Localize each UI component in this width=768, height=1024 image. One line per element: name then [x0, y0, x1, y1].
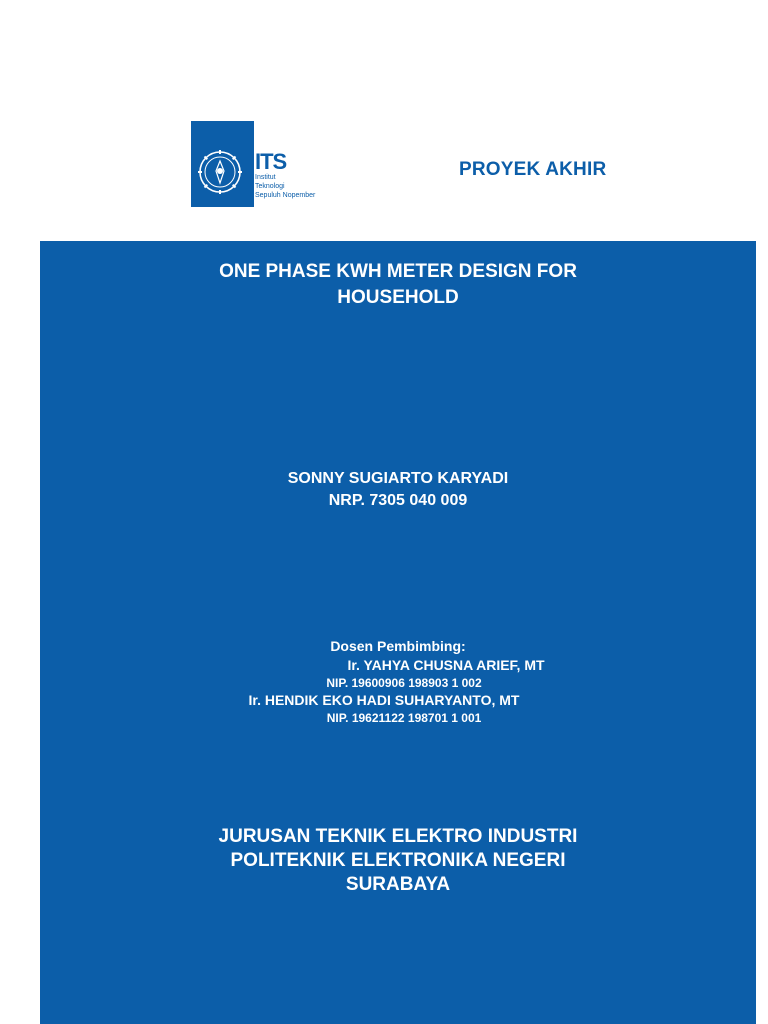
title-line: ONE PHASE KWH METER DESIGN FOR — [219, 261, 577, 282]
advisors-label: Dosen Pembimbing: — [330, 638, 466, 654]
title-line: HOUSEHOLD — [337, 287, 459, 308]
document-type: PROYEK AKHIR — [459, 159, 607, 180]
advisor1-nip: NIP. 19600906 198903 1 002 — [326, 676, 482, 690]
institution-line: POLITEKNIK ELEKTRONIKA NEGERI — [230, 850, 566, 871]
its-name-line: Sepuluh Nopember — [255, 192, 316, 199]
advisor2-nip: NIP. 19621122 198701 1 001 — [326, 711, 482, 725]
advisor2-name: Ir. HENDIK EKO HADI SUHARYANTO, MT — [248, 692, 520, 708]
cover-panel — [40, 241, 756, 1024]
its-acronym: ITS — [255, 149, 287, 174]
its-logo — [191, 121, 254, 207]
its-seal-icon — [197, 149, 243, 195]
advisor1-name: Ir. YAHYA CHUSNA ARIEF, MT — [347, 657, 545, 673]
author-name: SONNY SUGIARTO KARYADI — [287, 470, 509, 487]
institution-line: JURUSAN TEKNIK ELEKTRO INDUSTRI — [218, 826, 578, 847]
its-name-line: Teknologi — [255, 183, 285, 190]
its-name-line: Institut — [255, 174, 276, 181]
author-block — [40, 468, 756, 512]
institution-block — [40, 825, 756, 897]
author-nrp: NRP. 7305 040 009 — [328, 492, 468, 509]
institution-line: SURABAYA — [345, 874, 451, 895]
document-title — [40, 259, 756, 311]
its-logo-text — [255, 151, 315, 200]
